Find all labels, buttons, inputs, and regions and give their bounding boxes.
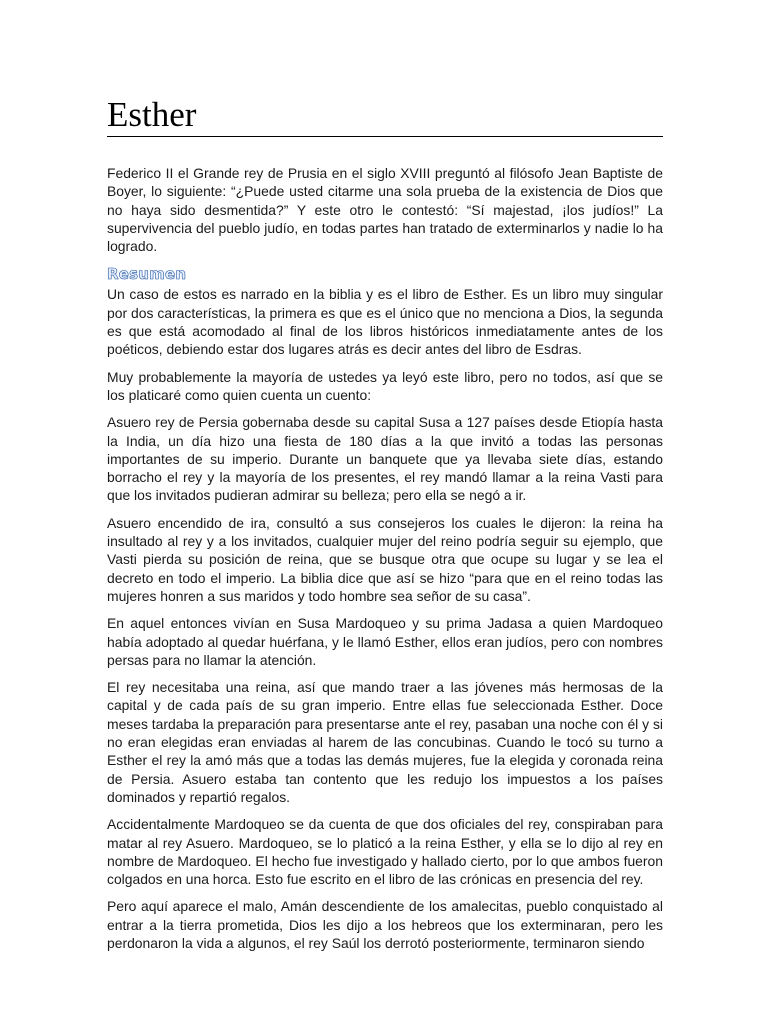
- body-paragraph: Asuero encendido de ira, consultó a sus consejeros los cuales le dijeron: la reina ha insultado al rey y a los invitados, cualquier mujer del reino podría seguir su ejemplo, que Vasti pierda su posición de reina, que se busque otra que ocupe su lugar y se lea el decreto en todo el imperio. La biblia dice que así se hizo “para que en el reino todas las mujeres honren a sus maridos y todo hombre sea señor de su casa”.: [107, 514, 663, 604]
- section-heading-resumen: Resumen: [107, 265, 187, 284]
- document-title: Esther: [107, 95, 197, 134]
- body-paragraph: Pero aquí aparece el malo, Amán descendiente de los amalecitas, pueblo conquistado al entrar a la tierra prometida, Dios les dijo a los hebreos que los exterminaran, pero les perdonaron la vida a algunos, el rey Saúl los derrotó posteriormente, terminaron siendo: [107, 898, 663, 951]
- title-underline: [107, 136, 663, 137]
- body-paragraph: Un caso de estos es narrado en la biblia y es el libro de Esther. Es un libro muy singular por dos características, la primera es que es el único que no menciona a Dios, la segunda es que está acomodado al final de los libros históricos inmediatamente antes de los poéticos, debiendo estar dos lugares atrás es decir antes del libro de Esdras.: [107, 286, 663, 358]
- body-paragraph: Muy probablemente la mayoría de ustedes ya leyó este libro, pero no todos, así que se los platicaré como quien cuenta un cuento:: [107, 368, 663, 403]
- intro-paragraph: Federico II el Grande rey de Prusia en el siglo XVIII preguntó al filósofo Jean Baptiste de Boyer, lo siguiente: “¿Puede usted citarme una sola prueba de la existencia de Dios que no haya sido desmentida?” Y este otro le contestó: “Sí majestad, ¡los judíos!” La supervivencia del pueblo judío, en todas partes han tratado de exterminarlos y nadie lo ha logrado.: [107, 165, 663, 255]
- body-paragraph: El rey necesitaba una reina, así que mando traer a las jóvenes más hermosas de la capital y de cada país de su gran imperio. Entre ellas fue seleccionada Esther. Doce meses tardaba la preparación para presentarse ante el rey, pasaban una noche con él y si no eran elegidas eran enviadas al harem de las concubinas. Cuando le tocó su turno a Esther el rey la amó más que a todas las demás mujeres, fue la elegida y coronada reina de Persia. Asuero estaba tan contento que les redujo los impuestos a los países dominados y repartió regalos.: [107, 679, 663, 805]
- body-paragraph: Accidentalmente Mardoqueo se da cuenta de que dos oficiales del rey, conspiraban para matar al rey Asuero. Mardoqueo, se lo platicó a la reina Esther, y ella se lo dijo al rey en nombre de Mardoqueo. El hecho fue investigado y hallado cierto, por lo que ambos fueron colgados en una horca. Esto fue escrito en el libro de las crónicas en presencia del rey.: [107, 816, 663, 888]
- body-paragraph: Asuero rey de Persia gobernaba desde su capital Susa a 127 países desde Etiopía hasta la India, un día hizo una fiesta de 180 días a la que invitó a todas las personas importantes de su imperio. Durante un banquete que ya llevaba siete días, estando borracho el rey y la mayoría de los presentes, el rey mandó llamar a la reina Vasti para que los invitados pudieran admirar su belleza; pero ella se negó a ir.: [107, 414, 663, 504]
- body-paragraph: En aquel entonces vivían en Susa Mardoqueo y su prima Jadasa a quien Mardoqueo había adoptado al quedar huérfana, y le llamó Esther, ellos eran judíos, pero con nombres persas para no llamar la atención.: [107, 615, 663, 668]
- document-page: [107, 96, 663, 952]
